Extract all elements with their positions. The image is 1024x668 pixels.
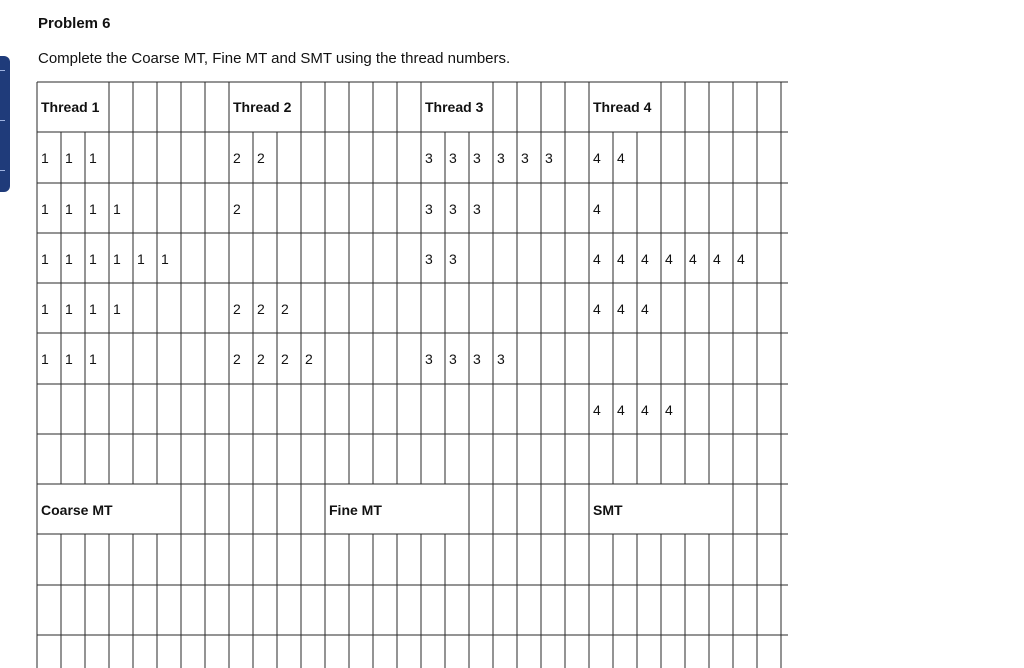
thread-cell-value: 1 (89, 150, 97, 166)
thread-header-label: Thread 2 (233, 99, 292, 115)
thread-cell-value: 3 (473, 351, 481, 367)
thread-cell-value: 1 (65, 150, 73, 166)
answer-section-label: SMT (593, 502, 623, 518)
thread-cell-value: 2 (281, 301, 289, 317)
answer-section-label: Coarse MT (41, 502, 113, 518)
thread-cell-value: 1 (137, 251, 145, 267)
thread-cell-value: 2 (257, 150, 265, 166)
thread-cell-value: 4 (665, 251, 673, 267)
thread-cell-value: 3 (545, 150, 553, 166)
thread-cell-value: 4 (617, 150, 625, 166)
thread-cell-value: 1 (89, 351, 97, 367)
thread-cell-value: 2 (305, 351, 313, 367)
thread-cell-value: 2 (233, 301, 241, 317)
thread-cell-value: 3 (473, 201, 481, 217)
thread-cell-value: 4 (593, 402, 601, 418)
thread-cell-value: 2 (233, 150, 241, 166)
thread-cell-value: 1 (113, 301, 121, 317)
thread-header-label: Thread 1 (41, 99, 100, 115)
thread-cell-value: 1 (41, 251, 49, 267)
thread-cell-value: 3 (425, 251, 433, 267)
thread-cell-value: 1 (41, 201, 49, 217)
thread-cell-value: 1 (65, 301, 73, 317)
thread-cell-value: 4 (713, 251, 721, 267)
thread-cell-value: 1 (41, 301, 49, 317)
thread-cell-value: 2 (281, 351, 289, 367)
thread-cell-value: 1 (89, 201, 97, 217)
thread-cell-value: 4 (617, 402, 625, 418)
thread-cell-value: 2 (257, 351, 265, 367)
thread-cell-value: 1 (161, 251, 169, 267)
thread-cell-value: 1 (41, 351, 49, 367)
thread-cell-value: 1 (89, 251, 97, 267)
thread-cell-value: 2 (257, 301, 265, 317)
thread-cell-value: 3 (521, 150, 529, 166)
thread-cell-value: 4 (665, 402, 673, 418)
thread-cell-value: 4 (593, 301, 601, 317)
thread-cell-value: 4 (617, 301, 625, 317)
thread-cell-value: 2 (233, 351, 241, 367)
thread-cell-value: 4 (593, 201, 601, 217)
thread-cell-value: 3 (449, 251, 457, 267)
thread-cell-value: 4 (593, 251, 601, 267)
thread-cell-value: 4 (617, 251, 625, 267)
thread-cell-value: 1 (65, 251, 73, 267)
problem-title: Problem 6 (38, 15, 111, 32)
thread-cell-value: 3 (449, 351, 457, 367)
thread-header-label: Thread 3 (425, 99, 484, 115)
thread-cell-value: 1 (41, 150, 49, 166)
thread-cell-value: 4 (689, 251, 697, 267)
thread-cell-value: 1 (113, 201, 121, 217)
thread-header-label: Thread 4 (593, 99, 652, 115)
thread-cell-value: 4 (737, 251, 745, 267)
thread-cell-value: 3 (425, 351, 433, 367)
thread-cell-value: 3 (497, 150, 505, 166)
answer-section-label: Fine MT (329, 502, 382, 518)
thread-cell-value: 4 (641, 402, 649, 418)
instructions-text: Complete the Coarse MT, Fine MT and SMT using the thread numbers. (38, 50, 511, 67)
thread-cell-value: 4 (593, 150, 601, 166)
thread-cell-value: 1 (89, 301, 97, 317)
thread-cell-value: 3 (449, 201, 457, 217)
thread-cell-value: 4 (641, 251, 649, 267)
thread-cell-value: 4 (641, 301, 649, 317)
thread-cell-value: 1 (113, 251, 121, 267)
thread-cell-value: 3 (449, 150, 457, 166)
thread-cell-value: 1 (65, 201, 73, 217)
thread-cell-value: 3 (473, 150, 481, 166)
thread-cell-value: 1 (65, 351, 73, 367)
thread-cell-value: 2 (233, 201, 241, 217)
thread-cell-value: 3 (425, 201, 433, 217)
thread-cell-value: 3 (497, 351, 505, 367)
thread-cell-value: 3 (425, 150, 433, 166)
